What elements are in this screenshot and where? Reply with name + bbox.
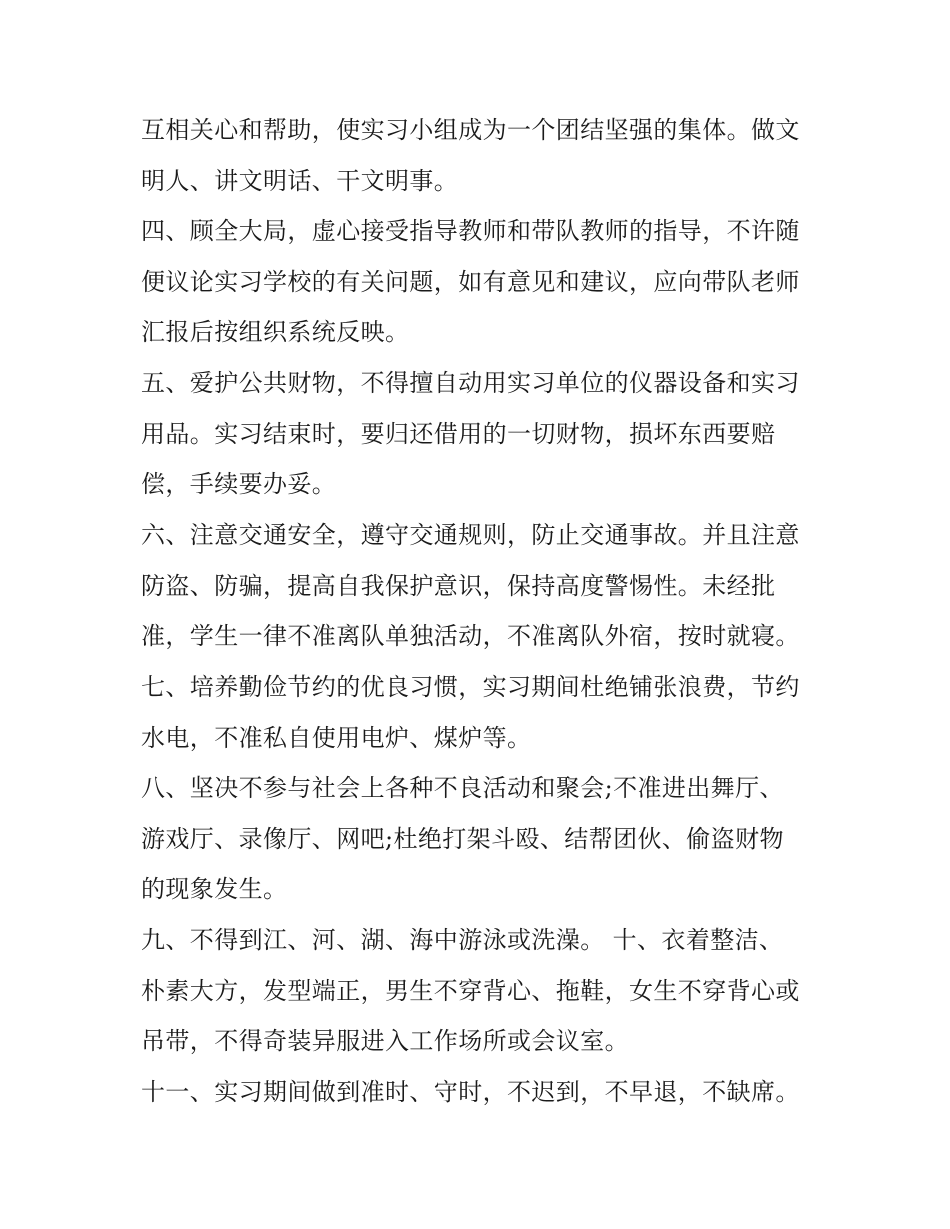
text-line: 便议论实习学校的有关问题，如有意见和建议，应向带队老师 bbox=[141, 268, 800, 296]
text-line: 游戏厅、录像厅、网吧;杜绝打架斗殴、结帮团伙、偷盗财物 bbox=[141, 825, 784, 853]
text-line: 六、注意交通安全，遵守交通规则，防止交通事故。并且注意 bbox=[141, 521, 800, 549]
text-line: 汇报后按组织系统反映。 bbox=[141, 318, 410, 346]
text-line: 水电，不准私自使用电炉、煤炉等。 bbox=[141, 724, 532, 752]
text-line: 朴素大方，发型端正，男生不穿背心、拖鞋，女生不穿背心或 bbox=[141, 977, 800, 1005]
text-line: 用品。实习结束时，要归还借用的一切财物，损坏东西要赔 bbox=[141, 420, 776, 448]
text-line: 九、不得到江、河、湖、海中游泳或洗澡。 十、衣着整洁、 bbox=[141, 926, 784, 954]
text-line: 吊带，不得奇装异服进入工作场所或会议室。 bbox=[141, 1027, 629, 1055]
text-line: 互相关心和帮助，使实习小组成为一个团结坚强的集体。做文 bbox=[141, 116, 800, 144]
text-line: 八、坚决不参与社会上各种不良活动和聚会;不准进出舞厅、 bbox=[141, 774, 784, 802]
text-line: 的现象发生。 bbox=[141, 875, 288, 903]
text-line: 明人、讲文明话、干文明事。 bbox=[141, 167, 459, 195]
text-line: 十一、实习期间做到准时、守时，不迟到，不早退，不缺席。 bbox=[141, 1078, 800, 1106]
text-line: 防盗、防骗，提高自我保护意识，保持高度警惕性。未经批 bbox=[141, 572, 776, 600]
text-line: 偿，手续要办妥。 bbox=[141, 470, 337, 498]
text-line: 准，学生一律不准离队单独活动，不准离队外宿，按时就寝。 bbox=[141, 622, 800, 650]
text-line: 四、顾全大局，虚心接受指导教师和带队教师的指导，不许随 bbox=[141, 217, 800, 245]
text-line: 七、培养勤俭节约的优良习惯，实习期间杜绝铺张浪费，节约 bbox=[141, 673, 800, 701]
text-line: 五、爱护公共财物，不得擅自动用实习单位的仪器设备和实习 bbox=[141, 369, 800, 397]
